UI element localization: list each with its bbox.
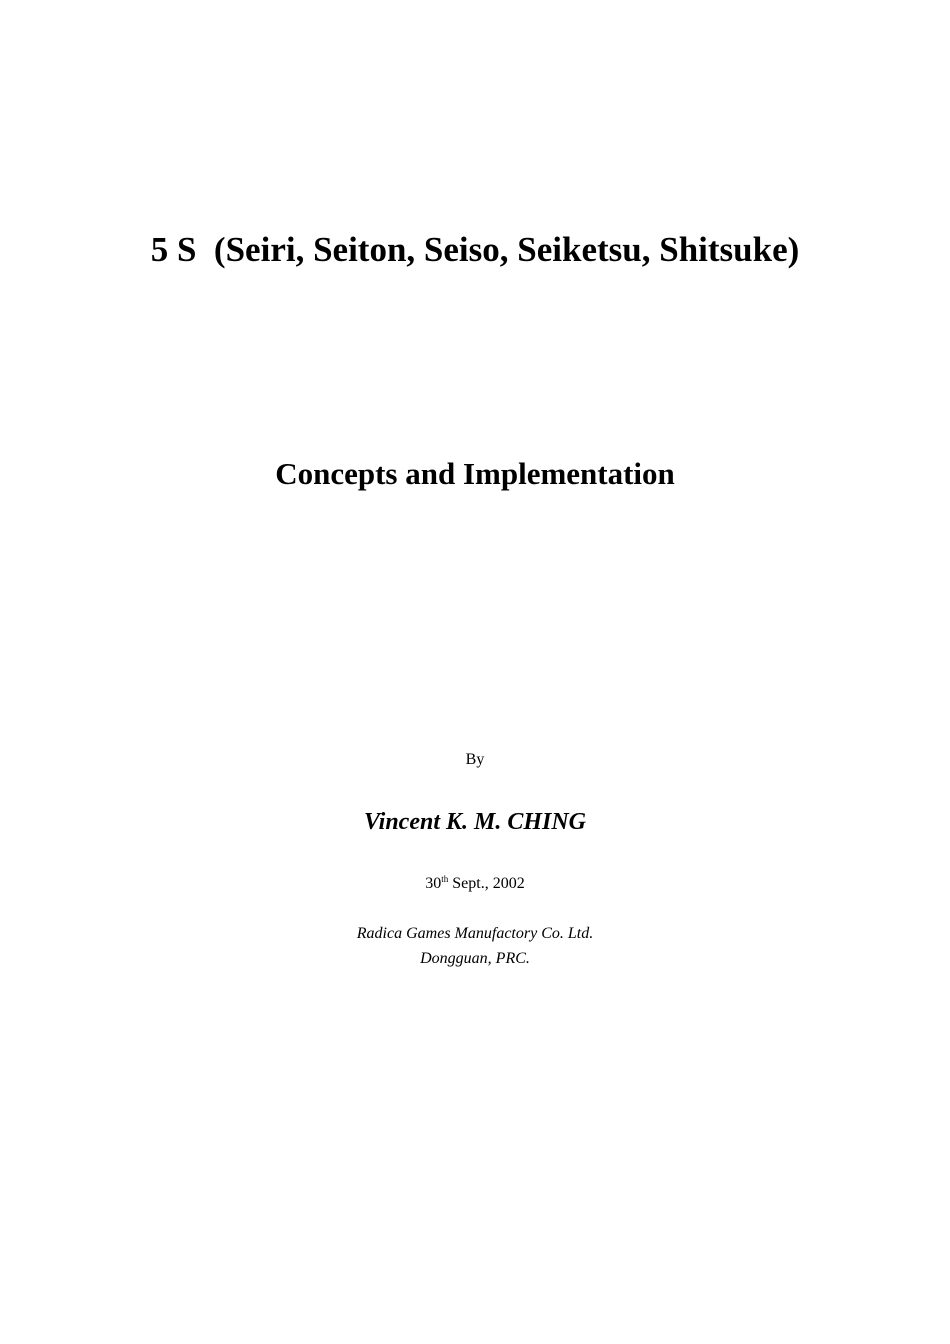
organization-name: Radica Games Manufactory Co. Ltd.	[356, 925, 594, 942]
author-name: Vincent K. M. CHING	[363, 809, 587, 835]
publication-date	[0, 874, 950, 894]
organization-location: Dongguan, PRC.	[420, 950, 530, 967]
date-ordinal-suffix: th	[441, 874, 449, 884]
date-day: 30	[425, 875, 442, 892]
document-title: 5 S (Seiri, Seiton, Seiso, Seiketsu, Shitsuke)	[150, 230, 800, 269]
document-subtitle: Concepts and Implementation	[275, 456, 675, 491]
date-month-year: Sept., 2002	[448, 875, 525, 892]
by-label: By	[465, 751, 485, 768]
